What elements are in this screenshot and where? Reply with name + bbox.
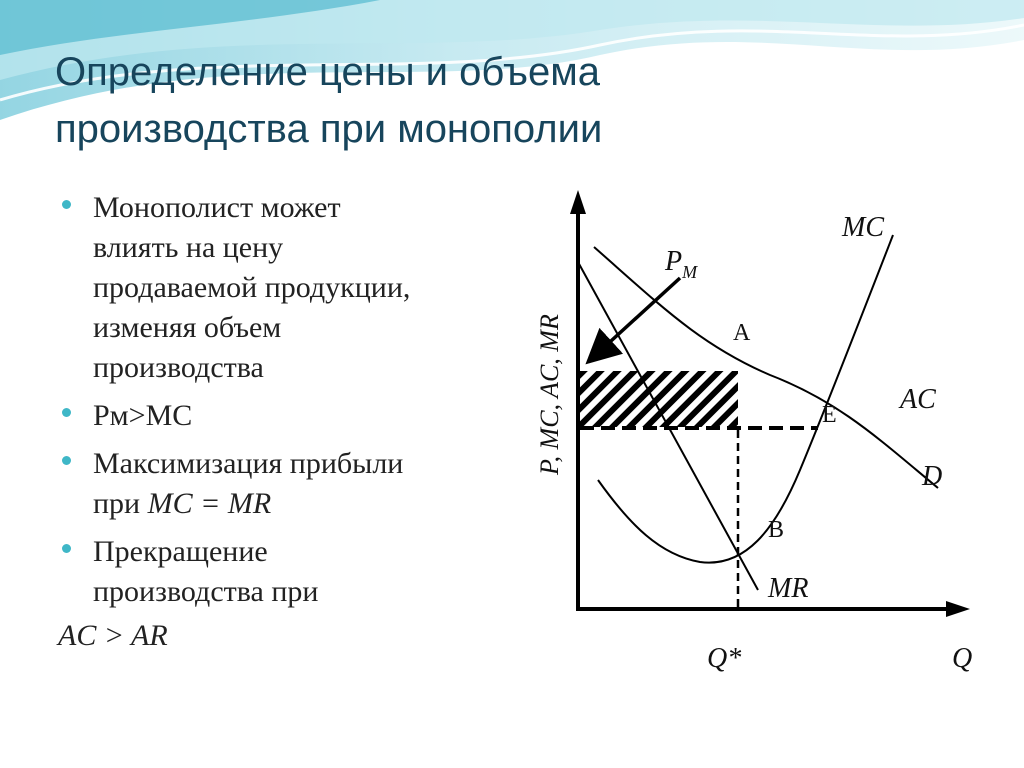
x-axis-label: Q xyxy=(952,643,973,674)
point-label-b: B xyxy=(768,517,785,543)
bullet-item-shutdown xyxy=(60,532,510,612)
bullet-text-prefix: при xyxy=(93,487,148,520)
bullet-text: производства xyxy=(93,351,264,384)
profit-area xyxy=(580,371,738,427)
bullet-list xyxy=(60,188,510,656)
bullet-text-line-2 xyxy=(93,484,510,524)
shutdown-condition: AC > AR xyxy=(58,619,168,652)
bullet-item-profit-max xyxy=(60,444,510,524)
curve-label-mc: MC xyxy=(842,212,884,243)
curve-label-mr: MR xyxy=(768,573,809,604)
y-axis-arrow xyxy=(570,190,586,214)
bullet-item-price-vs-mc xyxy=(60,396,510,436)
pm-arrow xyxy=(588,278,680,362)
slide-title xyxy=(55,44,735,158)
bullet-text: Рм>МС xyxy=(93,399,193,432)
monopoly-diagram xyxy=(520,180,1000,680)
bullet-text: продаваемой продукции, xyxy=(93,271,411,304)
bullet-text: производства при xyxy=(93,575,319,608)
price-label-sub: M xyxy=(682,262,698,282)
y-axis-label: P, MC, AC, MR xyxy=(535,314,564,475)
price-label-pm xyxy=(664,246,698,282)
point-label-a: A xyxy=(733,320,751,346)
bullet-text: влиять на цену xyxy=(93,231,284,264)
curve-label-d: D xyxy=(922,461,943,492)
bullet-text: изменяя объем xyxy=(93,311,282,344)
price-label-main: P xyxy=(665,246,683,277)
bullet-text: Максимизация прибыли xyxy=(93,447,404,480)
demand-curve xyxy=(594,247,938,488)
curve-label-ac: AC xyxy=(900,384,936,415)
bullet-formula: MC = MR xyxy=(147,487,272,520)
bullet-text: Монополист может xyxy=(93,191,341,224)
bullet-text: Прекращение xyxy=(93,535,268,568)
x-axis-arrow xyxy=(946,601,970,617)
bullet-item-monopolist xyxy=(60,188,510,388)
point-label-e: E xyxy=(822,402,837,428)
title-line-1: Определение цены и объема xyxy=(55,50,600,94)
title-line-2: производства при монополии xyxy=(55,107,603,151)
q-star-label: Q* xyxy=(707,643,742,674)
